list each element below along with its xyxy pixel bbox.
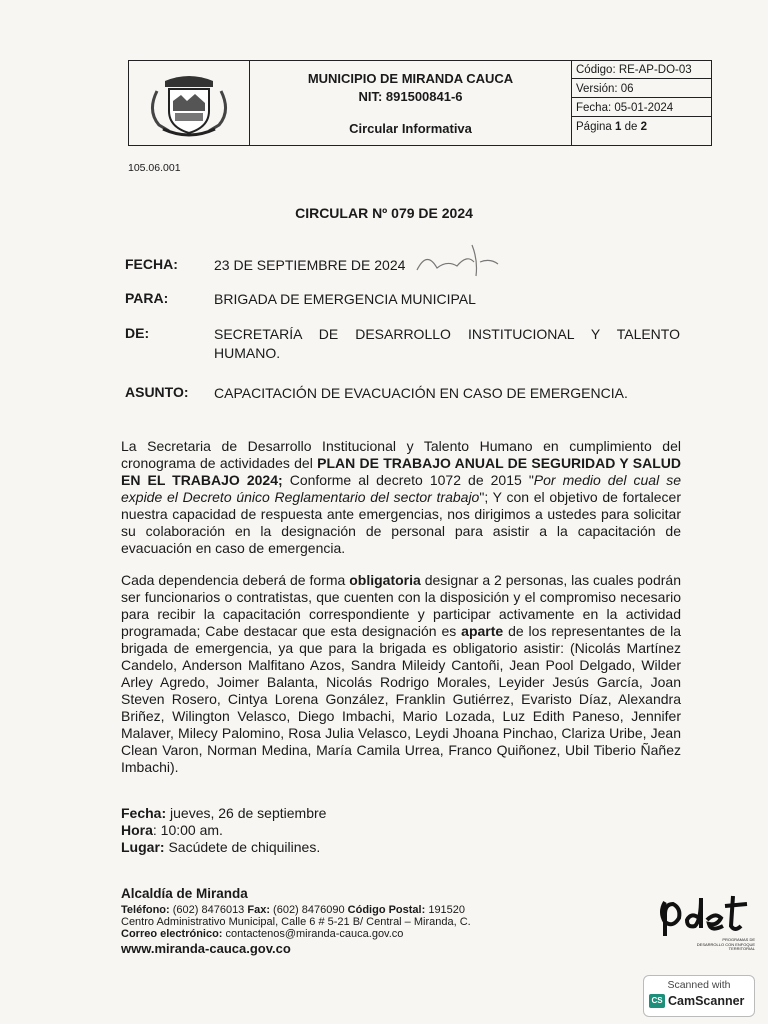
de-value: SECRETARÍA DE DESARROLLO INSTITUCIONAL Y TALENTO HUMANO. — [214, 326, 680, 361]
pdet-caption: PROGRAMAS DE DESARROLLO CON ENFOQUE TERRITORIAL — [696, 937, 755, 951]
body-paragraph-2: Cada dependencia deberá de forma obligatoria designar a 2 personas, las cuales podrán ser funcionarios o contratistas, que cuenten con la disposición y el compromiso necesario para recibir la capacitación correspondiente y participar activamente en la actividad programada; Cabe destacar que esta designación es aparte de los representantes de la brigada de emergencia, ya que para la brigada es obligatorio asistir: (Nicolás Martínez Candelo, Anderson Malfitano Azos, Sandra Mileidy Cantoñi, Jean Pool Delgado, Wilder Arley Agredo, Joimer Balanta, Nicolás Rodrigo Morales, Leyider Jesús García, Joan Steven Rosero, Cintya Lorena González, Franklin Gutiérrez, Evaristo Díaz, Alexandra Briñez, Wilington Velasco, Diego Imbachi, Mario Lozada, Luz Edith Paneso, Jennifer Malaver, Milecy Palomino, Rosa Julia Velasco, Leydi Jhoana Pinchao, Clariza Uribe, Jean Clean Varon, Norman Medina, María Camila Urrea, Franco Quiñonez, Ubil Tiberio Ñañez Imbachi). — [121, 572, 681, 775]
event-time: Hora: 10:00 am. — [121, 822, 223, 838]
municipality-name: MUNICIPIO DE MIRANDA CAUCA — [307, 71, 514, 86]
scanner-line-1: Scanned with — [667, 979, 731, 991]
document-header — [128, 60, 712, 146]
fecha-value: 23 DE SEPTIEMBRE DE 2024 — [214, 257, 406, 273]
para-value: BRIGADA DE EMERGENCIA MUNICIPAL — [214, 291, 476, 307]
document-version: Versión: 06 — [572, 80, 711, 98]
footer-address: Centro Administrativo Municipal, Calle 6 # 5-21 B/ Central – Miranda, C. — [121, 916, 471, 928]
footer-org-name: Alcaldía de Miranda — [121, 886, 248, 901]
reference-code: 105.06.001 — [128, 162, 181, 174]
scanner-line-2: CamScanner — [668, 994, 745, 1008]
document-type: Circular Informativa — [349, 121, 472, 136]
body-paragraph-1: La Secretaria de Desarrollo Institucional y Talento Humano en cumplimiento del cronograma de actividades del PLAN DE TRABAJO ANUAL DE SEGURIDAD Y SALUD EN EL TRABAJO 2024; Conforme al decreto 1072 de 2015 "Por medio del cual se expide el Decreto único Reglamentario del sector trabajo"; Y con el objetivo de fortalecer nuestra capacidad de respuesta ante emergencias, nos dirigimos a ustedes para solicitar su colaboración en la designación de personal para asistir a la capacitación de evacuación en caso de emergencia. — [121, 438, 682, 556]
page-number: Página 1 de 2 — [576, 121, 648, 133]
nit-number: NIT: 891500841-6 — [358, 89, 463, 104]
footer-email: Correo electrónico: contactenos@miranda-cauca.gov.co — [121, 928, 404, 940]
header-meta-cell — [572, 61, 711, 145]
circular-title: CIRCULAR Nº 079 DE 2024 — [295, 205, 473, 221]
de-label: DE: — [125, 325, 150, 341]
event-place: Lugar: Sacúdete de chiquilines. — [121, 839, 321, 855]
asunto-label: ASUNTO: — [125, 384, 189, 400]
pdet-logo-icon — [655, 888, 755, 940]
para-label: PARA: — [125, 290, 169, 306]
camscanner-watermark — [643, 975, 755, 1017]
event-date: Fecha: jueves, 26 de septiembre — [121, 805, 327, 821]
handwritten-signature — [412, 240, 502, 280]
fecha-label: FECHA: — [125, 256, 178, 272]
document-date: Fecha: 05-01-2024 — [572, 99, 711, 117]
pdet-logo — [655, 888, 755, 950]
municipal-coat-of-arms — [129, 61, 250, 145]
header-title-cell — [250, 61, 572, 145]
footer-website[interactable]: www.miranda-cauca.gov.co — [121, 941, 291, 956]
camscanner-logo-icon: CS — [649, 994, 665, 1008]
footer-contact-phones: Teléfono: (602) 8476013 Fax: (602) 8476090 Código Postal: 191520 — [121, 904, 466, 916]
asunto-value: CAPACITACIÓN DE EVACUACIÓN EN CASO DE EMERGENCIA. — [214, 385, 628, 401]
coat-of-arms-icon — [129, 61, 249, 145]
document-code: Código: RE-AP-DO-03 — [572, 61, 711, 79]
